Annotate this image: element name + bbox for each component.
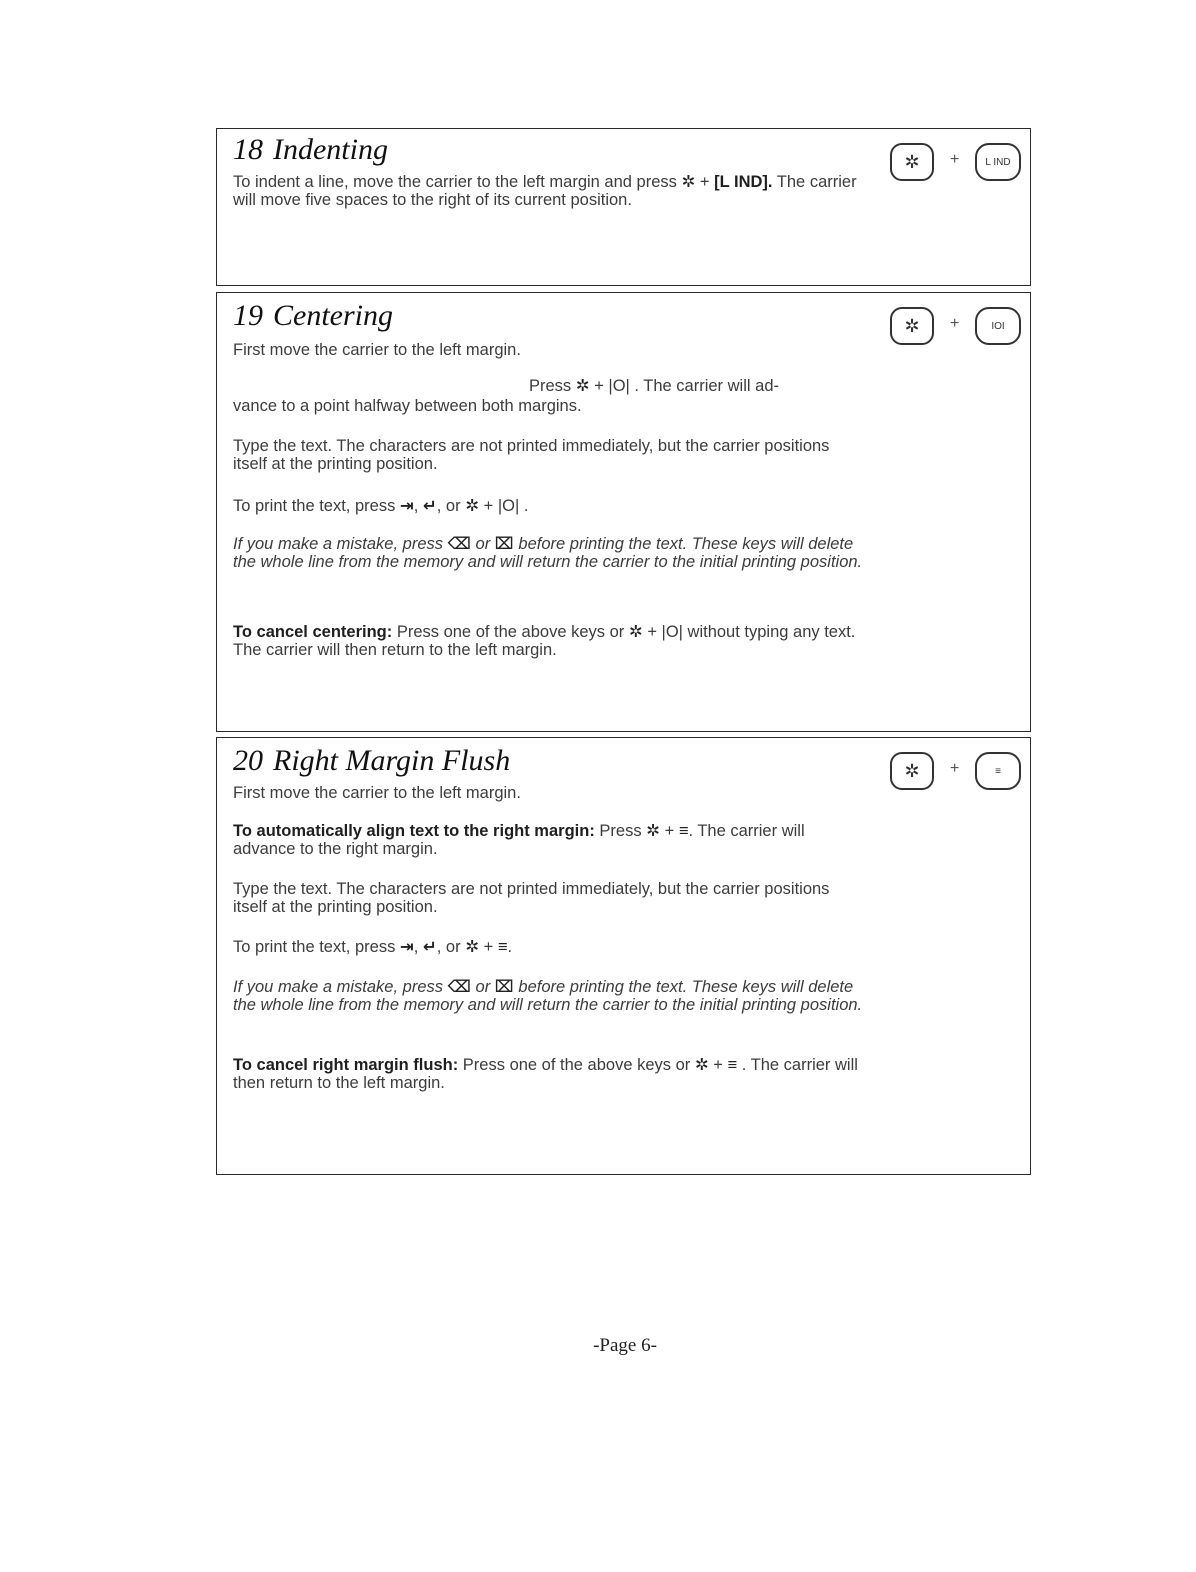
paragraph: To cancel right margin flush: Press one of the above keys or ✲ + ≡ . The carrier will then return to the left margin.: [233, 1056, 858, 1092]
paragraph: To cancel centering: Press one of the above keys or ✲ + |O| without typing any text. The carrier will then return to the left margin.: [233, 623, 856, 659]
code-key-icon: ✲: [465, 497, 480, 515]
paragraph: If you make a mistake, press ⌫ or ⌧ before printing the text. These keys will delete the whole line from the memory and will return the carrier to the initial printing position.: [233, 978, 863, 1014]
code-key-icon: ✲: [465, 938, 480, 956]
plus-sign: +: [950, 151, 960, 168]
section-title: [233, 133, 388, 167]
code-key-icon: ✲: [575, 377, 590, 395]
plus-sign: +: [950, 760, 960, 777]
paragraph: Type the text. The characters are not printed immediately, but the carrier positions itself at the printing position.: [233, 437, 830, 473]
code-key-icon: ✲: [890, 752, 934, 790]
paragraph: Press ✲ + |O| . The carrier will ad-: [529, 377, 779, 395]
return-key-icon: ↵: [422, 938, 437, 956]
word-correct-key-icon: ⌧: [494, 978, 514, 996]
code-key-icon: ✲: [890, 143, 934, 181]
flush-key-icon: ≡: [678, 822, 689, 840]
section-title: [233, 744, 510, 778]
key-combination: [880, 307, 1030, 353]
flush-key-icon: ≡: [975, 752, 1021, 790]
paragraph: First move the carrier to the left margin.: [233, 341, 521, 359]
section-number: 18: [233, 133, 263, 166]
section-title-text: Indenting: [273, 133, 388, 166]
section-title-text: Right Margin Flush: [273, 744, 511, 777]
section-title-text: Centering: [273, 299, 393, 332]
plus-sign: +: [950, 315, 960, 332]
tab-key-icon: ⇥: [399, 497, 414, 515]
paragraph: vance to a point halfway between both margins.: [233, 397, 582, 415]
section-number: 19: [233, 299, 263, 332]
paragraph: First move the carrier to the left margin.: [233, 784, 521, 802]
code-key-icon: ✲: [646, 822, 660, 840]
section-number: 20: [233, 744, 263, 777]
paragraph: To print the text, press ⇥, ↵, or ✲ + ≡.: [233, 938, 513, 956]
section-centering: [216, 292, 1031, 732]
tab-key-icon: ⇥: [399, 938, 414, 956]
paragraph: Type the text. The characters are not printed immediately, but the carrier positions itself at the printing position.: [233, 880, 830, 916]
paragraph: To indent a line, move the carrier to the left margin and press ✲ + [L IND]. The carrier will move five spaces to the right of its current position.: [233, 173, 857, 209]
return-key-icon: ↵: [422, 497, 437, 515]
paragraph: To automatically align text to the right margin: Press ✲ + ≡. The carrier will advance to the right margin.: [233, 822, 805, 858]
correct-key-icon: ⌫: [447, 535, 471, 553]
correct-key-icon: ⌫: [447, 978, 471, 996]
code-key-icon: ✲: [681, 173, 696, 191]
l-ind-key-icon: L IND: [975, 143, 1021, 181]
paragraph: To print the text, press ⇥, ↵, or ✲ + |O| .: [233, 497, 529, 515]
section-title: [233, 299, 393, 333]
page-number: -Page 6-: [593, 1335, 657, 1356]
word-correct-key-icon: ⌧: [494, 535, 514, 553]
flush-key-icon: ≡: [727, 1056, 738, 1074]
code-key-icon: ✲: [628, 623, 643, 641]
section-right-margin-flush: [216, 737, 1031, 1175]
key-combination: [880, 143, 1030, 189]
code-key-icon: ✲: [694, 1056, 709, 1074]
center-key-icon: IOI: [975, 307, 1021, 345]
flush-key-icon: ≡: [497, 938, 508, 956]
code-key-icon: ✲: [890, 307, 934, 345]
key-combination: [880, 752, 1030, 798]
paragraph: If you make a mistake, press ⌫ or ⌧ before printing the text. These keys will delete the whole line from the memory and will return the carrier to the initial printing position.: [233, 535, 863, 571]
section-indenting: [216, 128, 1031, 286]
